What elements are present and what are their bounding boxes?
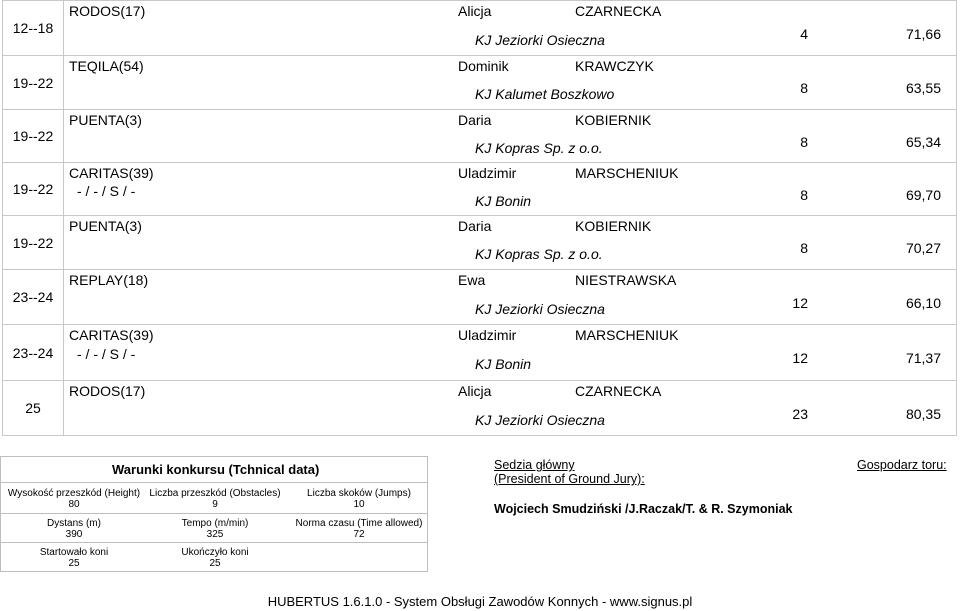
club-name: KJ Jeziorki Osieczna bbox=[475, 301, 605, 317]
horse-name bbox=[69, 165, 154, 181]
horse-number: (3) bbox=[124, 218, 142, 234]
place: 12--18 bbox=[3, 1, 64, 55]
penalties: 23 bbox=[792, 406, 808, 422]
horse-name-text: CARITAS bbox=[69, 327, 129, 343]
jumps-value: 10 bbox=[353, 499, 365, 510]
rider-first-name: Daria bbox=[458, 218, 492, 234]
results-table bbox=[2, 0, 957, 436]
horse-number: (17) bbox=[120, 3, 146, 19]
horse-number: (54) bbox=[118, 58, 144, 74]
divider bbox=[1, 513, 427, 514]
club-name: KJ Kopras Sp. z o.o. bbox=[475, 140, 603, 156]
time: 71,66 bbox=[905, 26, 941, 42]
horse-name bbox=[69, 383, 145, 399]
result-row bbox=[2, 381, 957, 436]
distance-label: Dystans (m) bbox=[47, 518, 101, 529]
penalties: 8 bbox=[800, 134, 808, 150]
horse-name-text: PUENTA bbox=[69, 218, 125, 234]
club-name: KJ Jeziorki Osieczna bbox=[475, 412, 605, 428]
footer-text: HUBERTUS 1.6.1.0 - System Obsługi Zawodów Konnych - www.signus.pl bbox=[267, 594, 693, 609]
height-cell bbox=[1, 488, 147, 510]
time: 71,37 bbox=[905, 350, 941, 366]
rider-first-name: Uladzimir bbox=[458, 327, 517, 343]
horse-name-text: RODOS bbox=[69, 3, 121, 19]
finished-value: 25 bbox=[209, 558, 221, 569]
technical-data-box bbox=[0, 456, 428, 572]
rider-last-name: KOBIERNIK bbox=[575, 112, 652, 128]
time: 65,34 bbox=[905, 134, 941, 150]
jury-label-line1: Sedzia główny bbox=[494, 458, 575, 472]
course-designer-label: Gospodarz toru: bbox=[857, 458, 947, 472]
height-value: 80 bbox=[68, 499, 80, 510]
rider-last-name: CZARNECKA bbox=[575, 3, 662, 19]
rider-first-name: Alicja bbox=[458, 3, 492, 19]
horse-name-text: TEQILA bbox=[69, 58, 119, 74]
place: 25 bbox=[3, 381, 64, 435]
time: 63,55 bbox=[905, 80, 941, 96]
time: 66,10 bbox=[905, 295, 941, 311]
rider-first-name: Uladzimir bbox=[458, 165, 517, 181]
horse-name bbox=[69, 3, 145, 19]
tempo-value: 325 bbox=[206, 529, 224, 540]
club-name: KJ Kopras Sp. z o.o. bbox=[475, 246, 603, 262]
horse-number: (18) bbox=[123, 272, 149, 288]
place: 19--22 bbox=[3, 163, 64, 215]
club-name: KJ Bonin bbox=[475, 193, 532, 209]
result-row bbox=[2, 0, 957, 56]
tempo-label: Tempo (m/min) bbox=[181, 518, 249, 529]
horse-name bbox=[69, 218, 142, 234]
penalties: 4 bbox=[800, 26, 808, 42]
place: 19--22 bbox=[3, 216, 64, 269]
club-name: KJ Bonin bbox=[475, 356, 532, 372]
started-label: Startowało koni bbox=[39, 547, 109, 558]
rider-last-name: KOBIERNIK bbox=[575, 218, 652, 234]
result-row bbox=[2, 270, 957, 325]
distance-value: 390 bbox=[65, 529, 83, 540]
rider-first-name: Alicja bbox=[458, 383, 492, 399]
time: 80,35 bbox=[905, 406, 941, 422]
jury-label bbox=[494, 458, 645, 486]
horse-number: (3) bbox=[124, 112, 142, 128]
result-row bbox=[2, 110, 957, 163]
horse-name bbox=[69, 327, 154, 343]
place: 19--22 bbox=[3, 110, 64, 162]
time: 70,27 bbox=[905, 240, 941, 256]
rider-first-name: Daria bbox=[458, 112, 492, 128]
horse-details: - / - / S / - bbox=[77, 346, 136, 362]
obstacles-label: Liczba przeszkód (Obstacles) bbox=[149, 488, 281, 499]
obstacles-value: 9 bbox=[212, 499, 218, 510]
jumps-cell bbox=[286, 488, 432, 510]
tempo-cell bbox=[142, 518, 288, 540]
started-value: 25 bbox=[68, 558, 80, 569]
jury-label-line2: (President of Ground Jury): bbox=[494, 472, 645, 486]
finished-cell bbox=[142, 547, 288, 569]
time-allowed-label: Norma czasu (Time allowed) bbox=[295, 518, 423, 529]
time-allowed-cell bbox=[286, 518, 432, 540]
horse-name-text: PUENTA bbox=[69, 112, 125, 128]
result-row bbox=[2, 163, 957, 216]
jury-names: Wojciech Smudziński /J.Raczak/T. & R. Szymoniak bbox=[494, 502, 793, 516]
penalties: 8 bbox=[800, 80, 808, 96]
rider-first-name: Ewa bbox=[458, 272, 486, 288]
rider-first-name: Dominik bbox=[458, 58, 509, 74]
club-name: KJ Kalumet Boszkowo bbox=[475, 86, 615, 102]
height-label: Wysokość przeszkód (Height) bbox=[7, 488, 141, 499]
time: 69,70 bbox=[905, 187, 941, 203]
horse-name-text: CARITAS bbox=[69, 165, 129, 181]
jumps-label: Liczba skoków (Jumps) bbox=[307, 488, 411, 499]
rider-last-name: NIESTRAWSKA bbox=[575, 272, 677, 288]
penalties: 12 bbox=[792, 350, 808, 366]
rider-last-name: MARSCHENIUK bbox=[575, 165, 679, 181]
horse-name bbox=[69, 58, 144, 74]
technical-data-title: Warunki konkursu (Tchnical data) bbox=[112, 462, 320, 477]
place: 23--24 bbox=[3, 270, 64, 324]
obstacles-cell bbox=[142, 488, 288, 510]
horse-name-text: RODOS bbox=[69, 383, 121, 399]
divider bbox=[1, 542, 427, 543]
divider bbox=[1, 482, 427, 483]
result-row bbox=[2, 216, 957, 270]
penalties: 12 bbox=[792, 295, 808, 311]
distance-cell bbox=[1, 518, 147, 540]
result-row bbox=[2, 325, 957, 381]
rider-last-name: CZARNECKA bbox=[575, 383, 662, 399]
rider-last-name: MARSCHENIUK bbox=[575, 327, 679, 343]
horse-name bbox=[69, 112, 142, 128]
finished-label: Ukończyło koni bbox=[181, 547, 249, 558]
horse-number: (39) bbox=[128, 165, 154, 181]
horse-number: (39) bbox=[128, 327, 154, 343]
rider-last-name: KRAWCZYK bbox=[575, 58, 654, 74]
place: 19--22 bbox=[3, 56, 64, 109]
horse-name-text: REPLAY bbox=[69, 272, 124, 288]
started-cell bbox=[1, 547, 147, 569]
horse-details: - / - / S / - bbox=[77, 183, 136, 199]
penalties: 8 bbox=[800, 187, 808, 203]
horse-name bbox=[69, 272, 148, 288]
horse-number: (17) bbox=[120, 383, 146, 399]
penalties: 8 bbox=[800, 240, 808, 256]
club-name: KJ Jeziorki Osieczna bbox=[475, 32, 605, 48]
result-row bbox=[2, 56, 957, 110]
time-allowed-value: 72 bbox=[353, 529, 365, 540]
place: 23--24 bbox=[3, 325, 64, 380]
